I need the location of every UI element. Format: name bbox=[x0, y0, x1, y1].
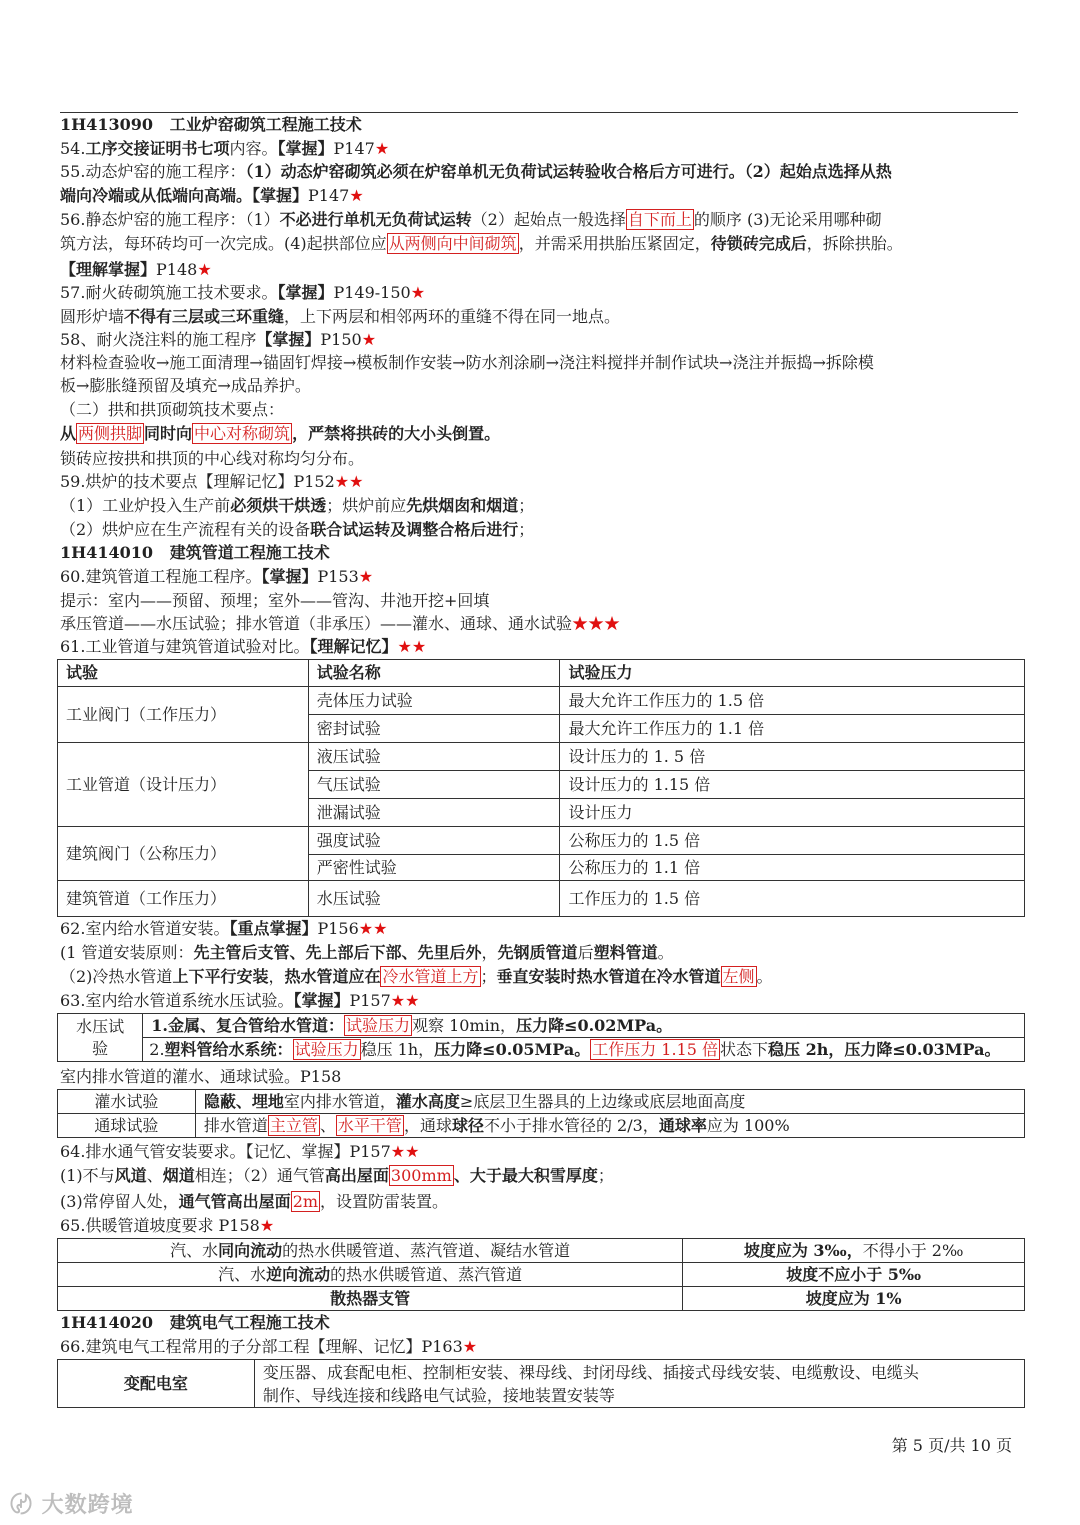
item-57-body: 圆形炉墙不得有三层或三环重缝，上下两层和相邻两环的重缝不得在同一地点。 bbox=[60, 307, 621, 326]
table-row: 变配电室 变压器、成套配电柜、控制柜安装、裸母线、封闭母线、插接式母线安装、电缆敷设、电缆头 制作、导线连接和线路电气试验，接地装置安装等 bbox=[58, 1360, 1025, 1408]
item-59: 59.烘炉的技术要点【理解记忆】P152★★ bbox=[60, 472, 364, 491]
star-icon: ★ bbox=[349, 186, 364, 205]
item-58-lock: 锁砖应按拱和拱顶的中心线对称均匀分布。 bbox=[60, 449, 365, 468]
item-57: 57.耐火砖砌筑施工技术要求。【掌握】P149-150★ bbox=[60, 283, 426, 302]
star-icon: ★ bbox=[197, 260, 212, 279]
label-cell: 水压试 验 bbox=[58, 1014, 143, 1062]
item-59-2: （2）烘炉应在生产流程有关的设备联合试运转及调整合格后进行； bbox=[60, 520, 535, 539]
item-58-body-cont: 板→膨胀缝预留及填充→成品养护。 bbox=[60, 376, 311, 395]
table-header: 试验 bbox=[58, 660, 309, 687]
star-icon: ★ bbox=[361, 330, 377, 349]
item-65: 65.供暖管道坡度要求 P158★ bbox=[60, 1216, 275, 1235]
item-59-1: （1）工业炉投入生产前必须烘干烘透；烘炉前应先烘烟囱和烟道； bbox=[60, 496, 535, 515]
star-icon: ★ bbox=[259, 1216, 275, 1235]
star-icon: ★ bbox=[462, 1337, 478, 1356]
item-66: 66.建筑电气工程常用的子分部工程【理解、记忆】P163★ bbox=[60, 1337, 478, 1356]
star-icon: ★ bbox=[410, 283, 426, 302]
watermark: 〄 大数跨境 bbox=[10, 1493, 134, 1518]
item-60-hint: 提示：室内——预留、预埋；室外——管沟、井池开挖+回填 bbox=[60, 591, 490, 610]
table-row: 汽、水同向流动的热水供暖管道、蒸汽管道、凝结水管道 坡度应为 3‰，不得小于 2‰ bbox=[58, 1239, 1025, 1263]
table-row: 建筑阀门（公称压力） 强度试验 公称压力的 1.5 倍 bbox=[58, 827, 1025, 855]
table-row: 1.金属、复合管给水管道： 试验压力 观察 10min，压力降≤0.02MPa。 bbox=[143, 1014, 1025, 1038]
table-header: 试验名称 bbox=[308, 660, 560, 687]
section-heading-1h414010: 1H414010 建筑管道工程施工技术 bbox=[60, 543, 330, 562]
table-row: 密封试验 最大允许工作压力的 1.1 倍 bbox=[58, 715, 1025, 743]
star-icon: ★ bbox=[374, 139, 390, 158]
item-64-1: (1)不与风道、烟道相连；（2）通气管高出屋面 300mm 、大于最大积雪厚度； bbox=[60, 1166, 614, 1185]
group-cell: 建筑阀门（公称压力） bbox=[58, 827, 309, 881]
item-54: 54.工序交接证明书七项内容。【掌握】P147★ bbox=[60, 139, 390, 158]
item-56-cont: 筑方法，每环砖均可一次完成。(4)起拱部位应 从两侧向中间砌筑 ，并需采用拱胎压紧固定，待锁砖完成后，拆除拱胎。 bbox=[60, 234, 903, 253]
drain-test-table bbox=[57, 1089, 1025, 1138]
item-56-tag: 【理解掌握】P148★ bbox=[60, 260, 212, 279]
group-cell: 工业阀门（工作压力） bbox=[58, 687, 309, 743]
item-62-1: (1 管道安装原则：先主管后支管、先上部后下部、先里后外，先钢质管道后塑料管道。 bbox=[60, 943, 674, 962]
item-58-body: 材料检查验收→施工面清理→锚固钉焊接→模板制作安装→防水剂涂刷→浇注料搅拌并制作试块→浇注并振捣→拆除模 bbox=[60, 353, 874, 372]
item-62: 62.室内给水管道安装。【重点掌握】P156★★ bbox=[60, 919, 388, 938]
item-58-arch: 从 两侧拱脚 同时向 中心对称砌筑 ，严禁将拱砖的大小头倒置。 bbox=[60, 424, 501, 443]
table-header-row bbox=[58, 660, 1025, 687]
table-row: 汽、水逆向流动的热水供暖管道、蒸汽管道 坡度不应小于 5‰ bbox=[58, 1263, 1025, 1287]
table-row: 工业阀门（工作压力） 壳体压力试验 最大允许工作压力的 1.5 倍 bbox=[58, 687, 1025, 715]
table-row: 泄漏试验 设计压力 bbox=[58, 799, 1025, 827]
electrical-table bbox=[57, 1359, 1025, 1408]
table-row: 严密性试验 公称压力的 1.1 倍 bbox=[58, 855, 1025, 881]
item-55-cont: 端向冷端或从低端向高端。【掌握】P147★ bbox=[60, 186, 364, 205]
star-icon: ★★ bbox=[334, 472, 364, 491]
item-56: 56.静态炉窑的施工程序：（1）不必进行单机无负荷试运转（2）起始点一般选择 自下而上 的顺序 (3)无论采用哪种砌 bbox=[60, 210, 882, 229]
item-64: 64.排水通气管安装要求。【记忆、掌握】P157★★ bbox=[60, 1142, 420, 1161]
table-row: 灌水试验 隐蔽、埋地室内排水管道，灌水高度≥底层卫生器具的上边缘或底层地面高度 bbox=[58, 1090, 1025, 1114]
star-icon: ★★ bbox=[358, 919, 388, 938]
section-heading-1h414020: 1H414020 建筑电气工程施工技术 bbox=[60, 1313, 330, 1332]
table-row: 2.塑料管给水系统： 试验压力 稳压 1h，压力降≤0.05MPa。 工作压力 1.15 倍 状态下稳压 2h，压力降≤0.03MPa。 bbox=[143, 1038, 1025, 1062]
item-60-pipes: 承压管道——水压试验；排水管道（非承压）——灌水、通球、通水试验★★★ bbox=[60, 614, 621, 633]
table-row: 散热器支管 坡度应为 1% bbox=[58, 1287, 1025, 1311]
table-header: 试验压力 bbox=[560, 660, 1025, 687]
top-rule bbox=[60, 112, 1018, 113]
star-icon: ★★ bbox=[390, 991, 420, 1010]
drain-test-title: 室内排水管道的灌水、通球试验。P158 bbox=[60, 1067, 342, 1086]
item-63: 63.室内给水管道系统水压试验。【掌握】P157★★ bbox=[60, 991, 420, 1010]
slope-table bbox=[57, 1238, 1025, 1311]
table-row: 建筑管道（工作压力） 水压试验 工作压力的 1.5 倍 bbox=[58, 881, 1025, 917]
item-64-3: (3)常停留人处，通气管高出屋面 2m ，设置防雷装置。 bbox=[60, 1192, 449, 1211]
test-comparison-table bbox=[57, 659, 1025, 917]
section-heading-1h413090: 1H413090 工业炉窑砌筑工程施工技术 bbox=[60, 115, 362, 134]
item-61: 61.工业管道与建筑管道试验对比。【理解记忆】★★ bbox=[60, 637, 427, 656]
item-55: 55.动态炉窑的施工程序：（1）动态炉窑砌筑必须在炉窑单机无负荷试运转验收合格后方可进行。（2）起始点选择从热 bbox=[60, 162, 892, 181]
star-icon: ★ bbox=[358, 567, 374, 586]
page-number: 第 5 页/共 10 页 bbox=[891, 1436, 1012, 1455]
group-cell: 建筑管道（工作压力） bbox=[58, 881, 309, 917]
table-row: 气压试验 设计压力的 1.15 倍 bbox=[58, 771, 1025, 799]
star-icon: ★★★ bbox=[572, 614, 621, 633]
item-58-subhead: （二）拱和拱顶砌筑技术要点： bbox=[60, 400, 285, 419]
table-row: 通球试验 排水管道 主立管 、 水平干管 ，通球球径不小于排水管径的 2/3，通球率应为 100% bbox=[58, 1114, 1025, 1138]
item-58: 58、耐火浇注料的施工程序【掌握】P150★ bbox=[60, 330, 377, 349]
star-icon: ★★ bbox=[390, 1142, 420, 1161]
item-60: 60.建筑管道工程施工程序。【掌握】P153★ bbox=[60, 567, 374, 586]
item-62-2: （2)冷热水管道上下平行安装，热水管道应在 冷水管道上方 ；垂直安装时热水管道在冷水管道 左侧 。 bbox=[60, 967, 773, 986]
star-icon: ★★ bbox=[397, 637, 427, 656]
group-cell: 工业管道（设计压力） bbox=[58, 743, 309, 827]
water-pressure-table bbox=[57, 1013, 1025, 1062]
table-row: 工业管道（设计压力） 液压试验 设计压力的 1. 5 倍 bbox=[58, 743, 1025, 771]
